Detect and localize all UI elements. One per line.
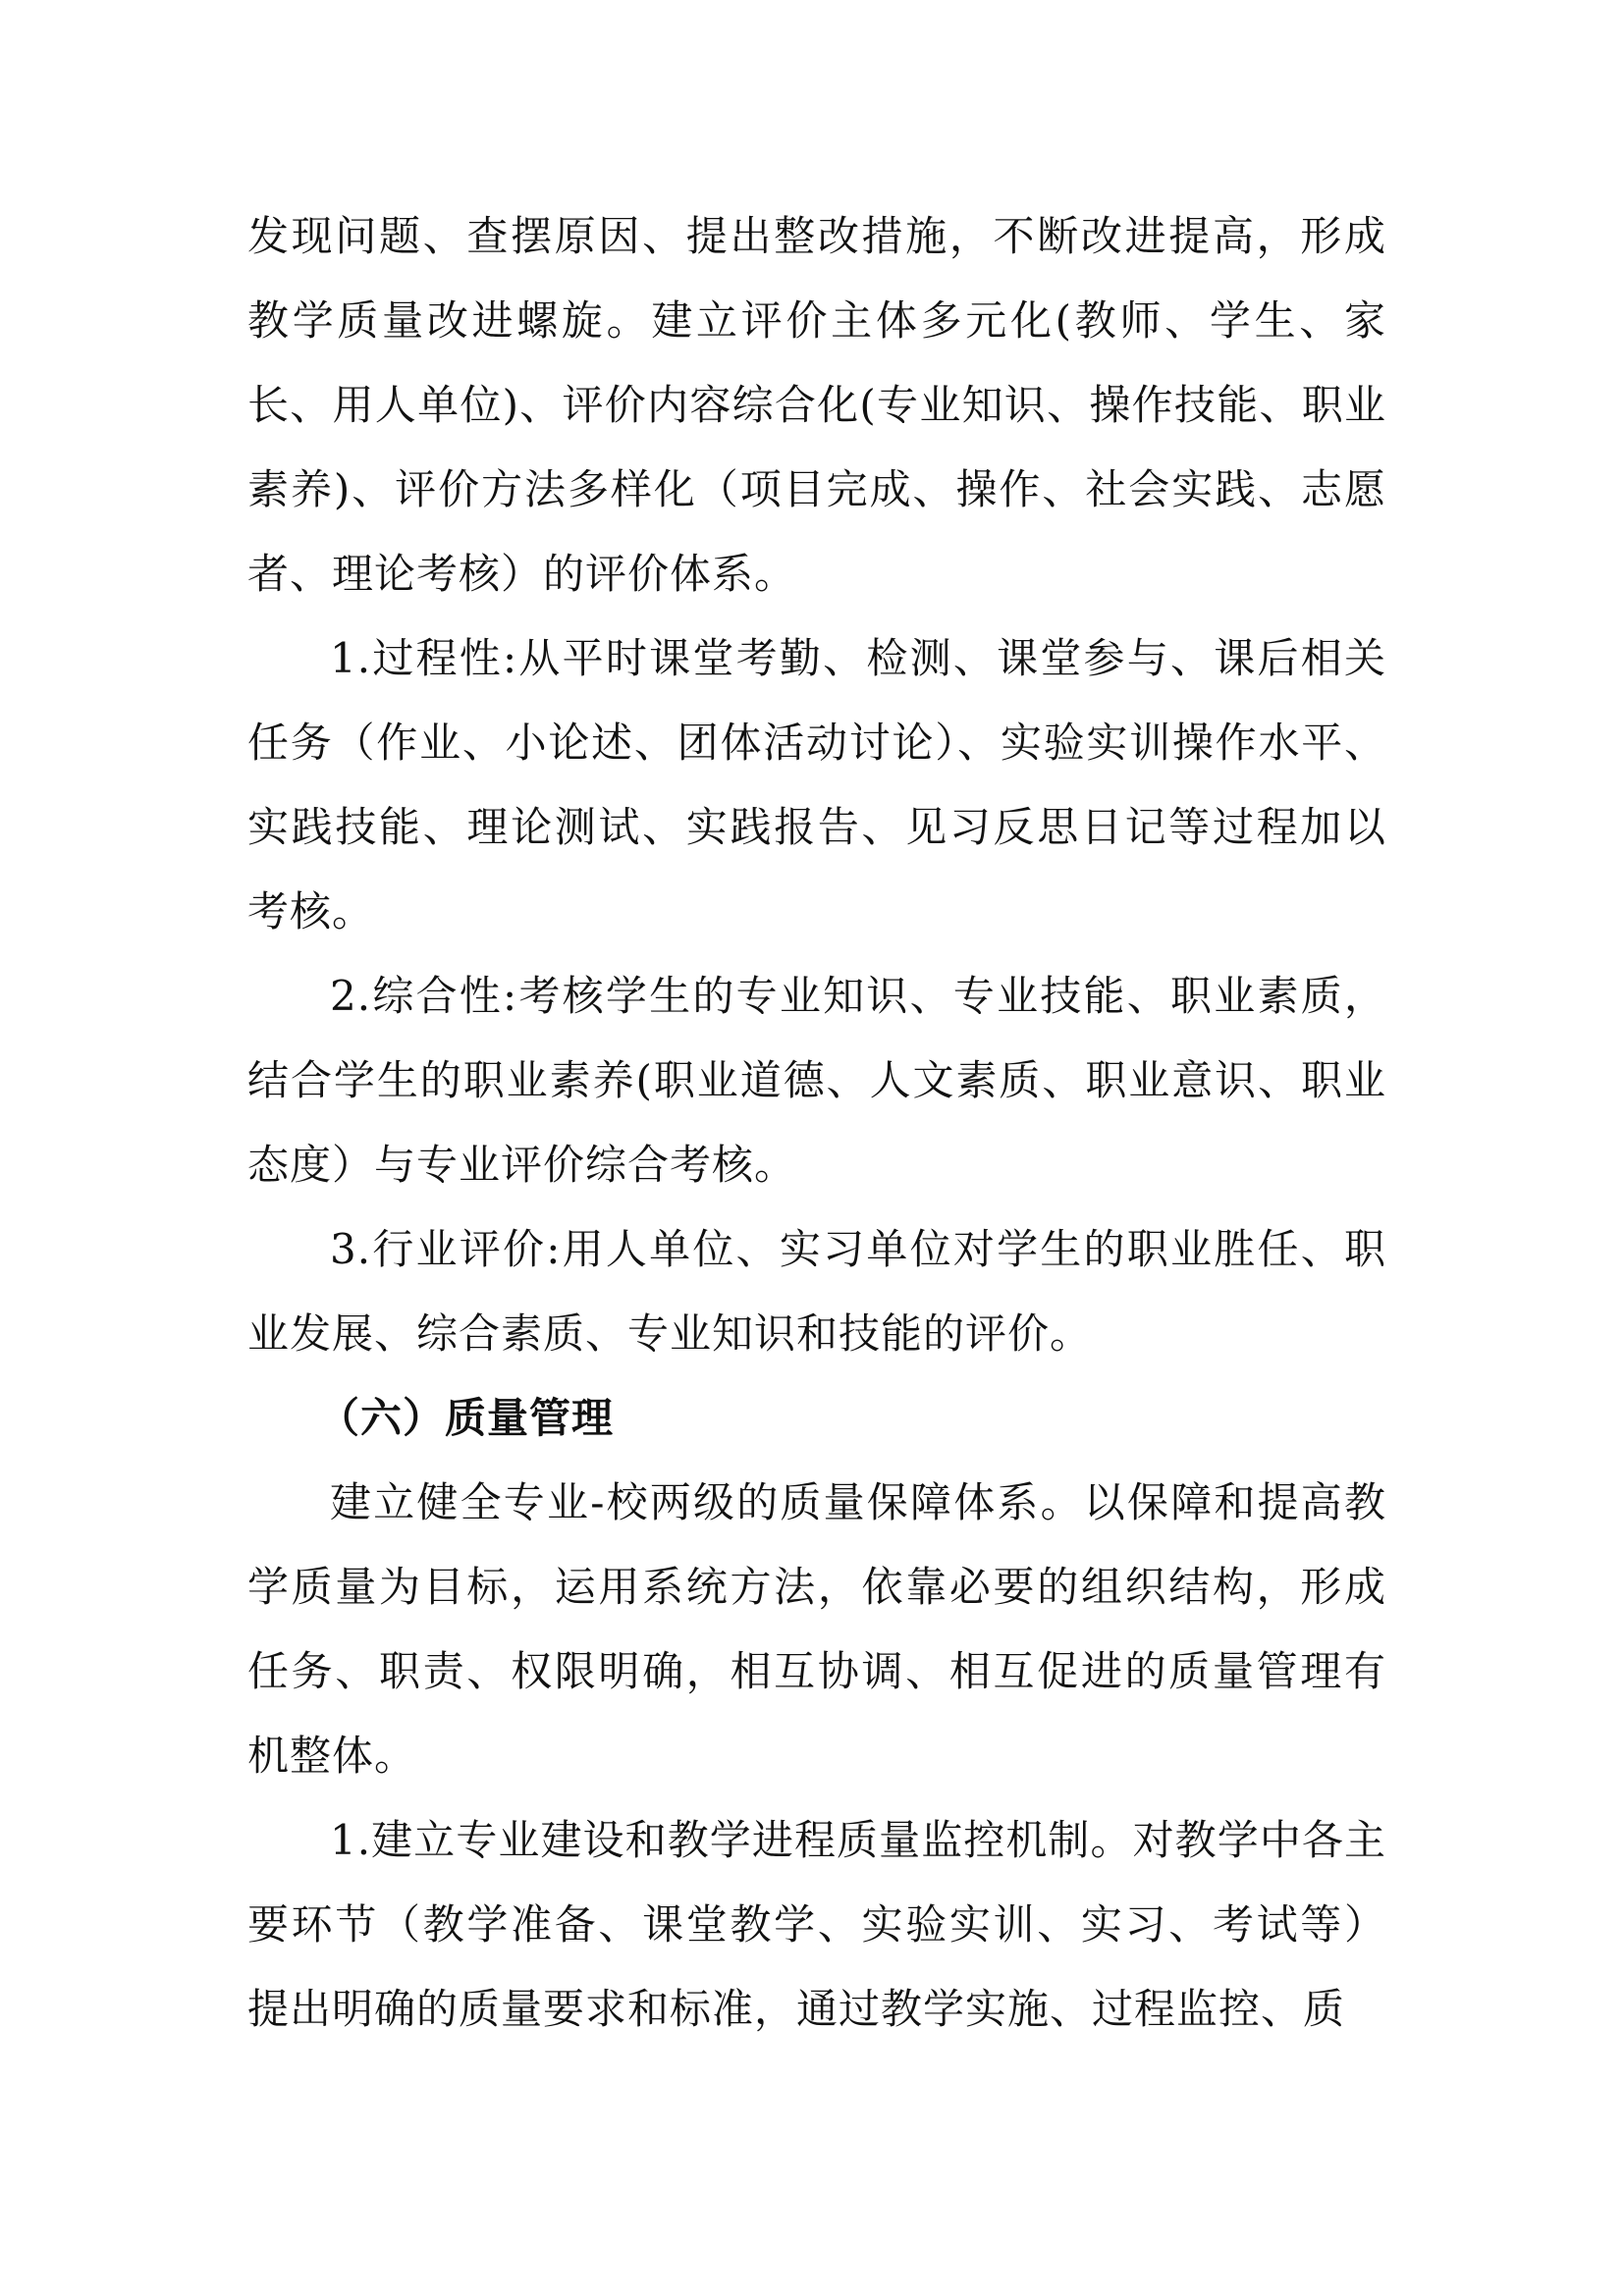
paragraph-process-evaluation: 1.过程性:从平时课堂考勤、检测、课堂参与、课后相关任务（作业、小论述、团体活动讨论）、实验实训操作水平、实践技能、理论测试、实践报告、见习反思日记等过程加以考核。 xyxy=(247,634,1386,935)
page-body xyxy=(247,194,1386,2052)
paragraph-monitoring-mechanism: 1.建立专业建设和教学进程质量监控机制。对教学中各主要环节（教学准备、课堂教学、实验实训、实习、考试等）提出明确的质量要求和标准，通过教学实施、过程监控、质 xyxy=(247,1816,1386,2033)
paragraph-industry-evaluation: 3.行业评价:用人单位、实习单位对学生的职业胜任、职业发展、综合素质、专业知识和技能的评价。 xyxy=(247,1225,1386,1358)
paragraph-quality-system: 建立健全专业-校两级的质量保障体系。以保障和提高教学质量为目标，运用系统方法，依靠必要的组织结构，形成任务、职责、权限明确，相互协调、相互促进的质量管理有机整体。 xyxy=(247,1478,1386,1780)
section-heading-quality-management: （六）质量管理 xyxy=(318,1394,615,1442)
paragraph-evaluation-system: 发现问题、查摆原因、提出整改措施，不断改进提高，形成教学质量改进螺旋。建立评价主体多元化(教师、学生、家长、用人单位)、评价内容综合化(专业知识、操作技能、职业素养)、评价方法多样化（项目完成、操作、社会实践、志愿者、理论考核）的评价体系。 xyxy=(247,212,1386,598)
paragraph-comprehensive-evaluation: 2.综合性:考核学生的专业知识、专业技能、职业素质，结合学生的职业素养(职业道德、人文素质、职业意识、职业态度）与专业评价综合考核。 xyxy=(247,972,1386,1189)
